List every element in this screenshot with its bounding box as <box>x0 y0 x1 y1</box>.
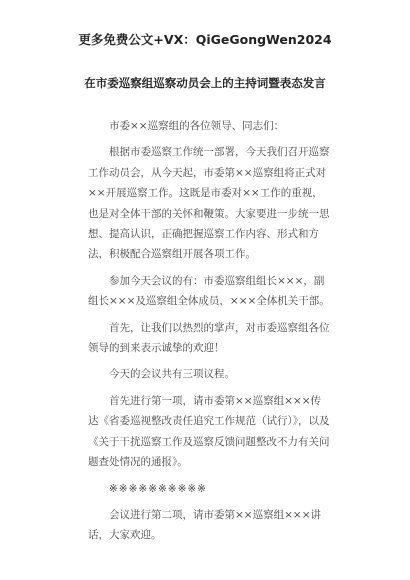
body-paragraph: 首先，让我们以热烈的掌声，对市委巡察组各位领导的到来表示诚挚的欢迎！ <box>88 321 330 355</box>
salutation-paragraph: 市委××巡察组的各位领导、同志们： <box>109 120 285 132</box>
page-header: 更多免费公文+VX：QiGeGongWen2024 <box>78 32 332 47</box>
body-paragraph: 今天的会议共有三项议程。 <box>109 368 235 381</box>
body-paragraph: 根据市委巡察工作统一部署，今天我们召开巡察工作动员会，从今天起，市委第××巡察组将正式对××开展巡察工作。这既是市委对××工作的重视，也是对全体干部的关怀和鞭策。大家要进一步统一思想、提高认识，正确把握巡察工作内容、形式和方法，积极配合巡察组开展各项工作。 <box>88 146 330 261</box>
document-title: 在市委巡察组巡察动员会上的主持词暨表态发言 <box>84 76 326 90</box>
body-paragraph: 首先进行第一项，请市委第××巡察组×××传达《省委巡视整改责任追究工作规范（试行）》，以及《关于干扰巡察工作及巡察反馈问题整改不力有关问题查处情况的通报》。 <box>88 394 330 469</box>
body-paragraph: 会议进行第二项，请市委第××巡察组×××讲话，大家欢迎。 <box>88 508 321 542</box>
body-paragraph: 参加今天会议的有：市委巡察组组长×××，副组长×××及巡察组全体成员，×××全体机关干部。 <box>88 274 330 308</box>
document-body <box>88 116 330 552</box>
section-divider: ※※※※※※※※※※ <box>109 482 207 495</box>
